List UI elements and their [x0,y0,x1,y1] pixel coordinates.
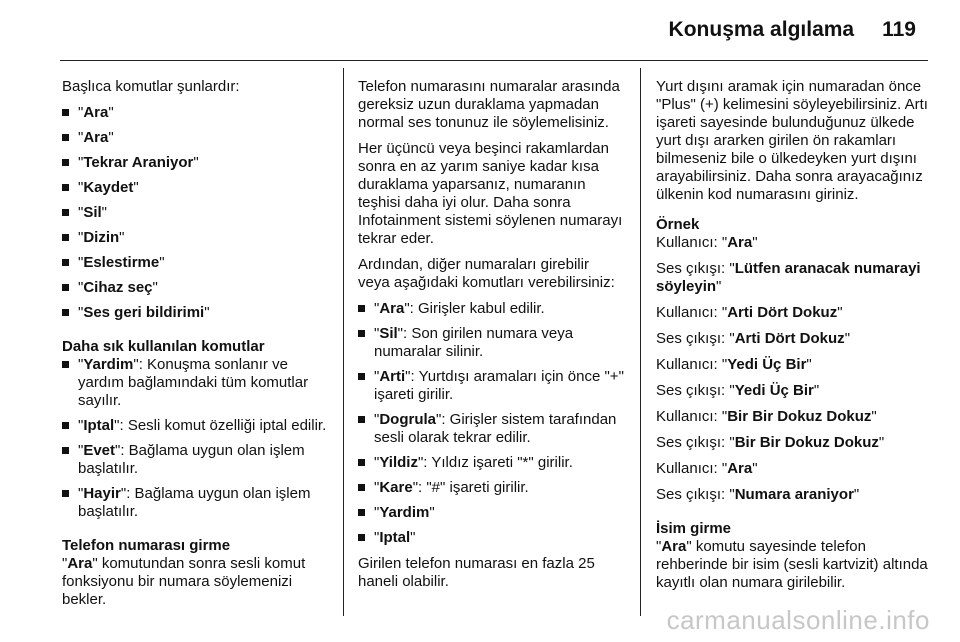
command-name: Evet [83,442,116,459]
command-name: Sil [379,325,398,342]
list-item: "Kaydet" [62,179,334,197]
dialog-line: Kullanıcı: "Ara" [656,234,758,251]
list-item: "Yardim" [358,504,624,522]
command-name: Eslestirme [83,254,160,271]
list-item: "Hayir": Bağlama uygun olan işlem başlatılır. [62,485,334,521]
example-dialog [656,234,928,504]
page-number: 119 [882,18,916,41]
command-name: Kaydet [83,179,134,196]
list-item: "Tekrar Araniyor" [62,154,334,172]
phone-entry-heading: Telefon numarası girme [62,537,231,554]
watermark: carmanualsonline.info [666,605,930,635]
list-item: "Kare": "#" işareti girilir. [358,479,624,497]
command-name: Cihaz seç [83,279,153,296]
list-item: "Eslestirme" [62,254,334,272]
command-description: : Girişler sistem tarafından sesli olarak tekrar edilir. [374,411,617,446]
dialog-line: Kullanıcı: "Bir Bir Dokuz Dokuz" [656,408,877,425]
list-item: "Dizin" [62,229,334,247]
number-command-list [358,300,624,547]
dialog-line: Kullanıcı: "Ara" [656,460,758,477]
list-item: "Yardim": Konuşma sonlanır ve yardım bağlamındaki tüm komutlar sayılır. [62,356,334,410]
column-3 [656,78,928,600]
dialog-line: Kullanıcı: "Arti Dört Dokuz" [656,304,843,321]
command-description: : Yıldız işareti "*" girilir. [423,454,573,471]
paragraph: Ardından, diğer numaraları girebilir veya aşağıdaki komutları verebilirsiniz: [358,256,615,291]
command-name: Ara [67,555,93,572]
dialog-line: Ses çıkışı: "Bir Bir Dokuz Dokuz" [656,434,885,451]
list-item: "Cihaz seç" [62,279,334,297]
intro-text: Başlıca komutlar şunlardır: [62,78,240,95]
example-heading: Örnek [656,216,700,233]
main-command-list [62,104,334,322]
list-item: "Dogrula": Girişler sistem tarafından sesli olarak tekrar edilir. [358,411,624,447]
paragraph: Girilen telefon numarası en fazla 25 haneli olabilir. [358,555,595,590]
command-description: : Bağlama uygun olan işlem başlatılır. [78,442,305,477]
page-header [669,18,916,42]
command-name: Sil [83,204,102,221]
frequent-command-list [62,356,334,521]
command-name: Yildiz [379,454,418,471]
list-item: "Sil": Son girilen numara veya numaralar silinir. [358,325,624,361]
command-name: Hayir [83,485,121,502]
command-name: Iptal [83,417,115,434]
name-entry-heading: İsim girme [656,520,732,537]
command-name: Dizin [83,229,120,246]
command-description: : Konuşma sonlanır ve yardım bağlamındaki tüm komutlar sayılır. [78,356,309,409]
column-divider [640,68,641,616]
dialog-line: Kullanıcı: "Yedi Üç Bir" [656,356,812,373]
command-name: Ara [661,538,687,555]
header-rule [60,60,928,61]
command-description: : Son girilen numara veya numaralar silinir. [374,325,574,360]
command-name: Tekrar Araniyor [83,154,194,171]
command-name: Ara [379,300,405,317]
column-divider [343,68,344,616]
command-description: : Sesli komut özelliği iptal edilir. [119,417,327,434]
command-name: Ara [83,104,109,121]
command-name: Ses geri bildirimi [83,304,205,321]
list-item: "Ara": Girişler kabul edilir. [358,300,624,318]
list-item: "Evet": Bağlama uygun olan işlem başlatılır. [62,442,334,478]
list-item: "Iptal" [358,529,624,547]
command-name: Arti [379,368,406,385]
dialog-line: Ses çıkışı: "Lütfen aranacak numarayi söyleyin" [656,260,921,295]
page-title: Konuşma algılama [668,18,855,41]
dialog-line: Ses çıkışı: "Numara araniyor" [656,486,860,503]
command-name: Yardim [83,356,134,373]
list-item: "Ara" [62,104,334,122]
command-name: Iptal [379,529,411,546]
phone-entry-text: "Ara" komutundan sonra sesli komut fonksiyonu bir numara söylemenizi bekler. [62,555,306,608]
list-item: "Sil" [62,204,334,222]
command-name: Dogrula [379,411,436,428]
command-description: : Girişler kabul edilir. [409,300,545,317]
list-item: "Ara" [62,129,334,147]
command-name: Ara [83,129,109,146]
command-description: : Bağlama uygun olan işlem başlatılır. [78,485,311,520]
list-item: "Iptal": Sesli komut özelliği iptal edilir. [62,417,334,435]
list-item: "Arti": Yurtdışı aramaları için önce "+" işareti girilir. [358,368,624,404]
list-item: "Yildiz": Yıldız işareti "*" girilir. [358,454,624,472]
name-entry-text: "Ara" komutu sayesinde telefon rehberinde bir isim (sesli kartvizit) altında kayıtlı olan numara girilebilir. [656,538,928,591]
paragraph: Yurt dışını aramak için numaradan önce "Plus" (+) kelimesini söyleyebilirsiniz. Artı işareti sayesinde bulunduğunuz ülkede yurt dışı ararken girilen ön rakamları bilmeseniz bile o ülkedeyken yurt dışını arayabilirsiniz. Daha sonra arayacağınız ülkenin kod numarasını giriniz. [656,78,928,203]
command-name: Yardim [379,504,430,521]
command-description: : Yurtdışı aramaları için önce "+" işareti girilir. [374,368,624,403]
paragraph: Her üçüncü veya beşinci rakamlardan sonra en az yarım saniye kadar kısa duraklama yaparsanız, numaranın teşhisi daha iyi olur. Daha sonra Infotainment sistemi söylenen numarayı tekrar eder. [358,140,623,247]
dialog-line: Ses çıkışı: "Yedi Üç Bir" [656,382,820,399]
frequent-commands-heading: Daha sık kullanılan komutlar [62,338,265,355]
paragraph: Telefon numarasını numaralar arasında gereksiz uzun duraklama yapmadan normal ses tonunuz ile söylemelisiniz. [358,78,620,131]
list-item: "Ses geri bildirimi" [62,304,334,322]
dialog-line: Ses çıkışı: "Arti Dört Dokuz" [656,330,851,347]
command-description: : "#" işareti girilir. [418,479,529,496]
column-1 [62,78,334,617]
command-name: Kare [379,479,413,496]
column-2 [358,78,624,599]
